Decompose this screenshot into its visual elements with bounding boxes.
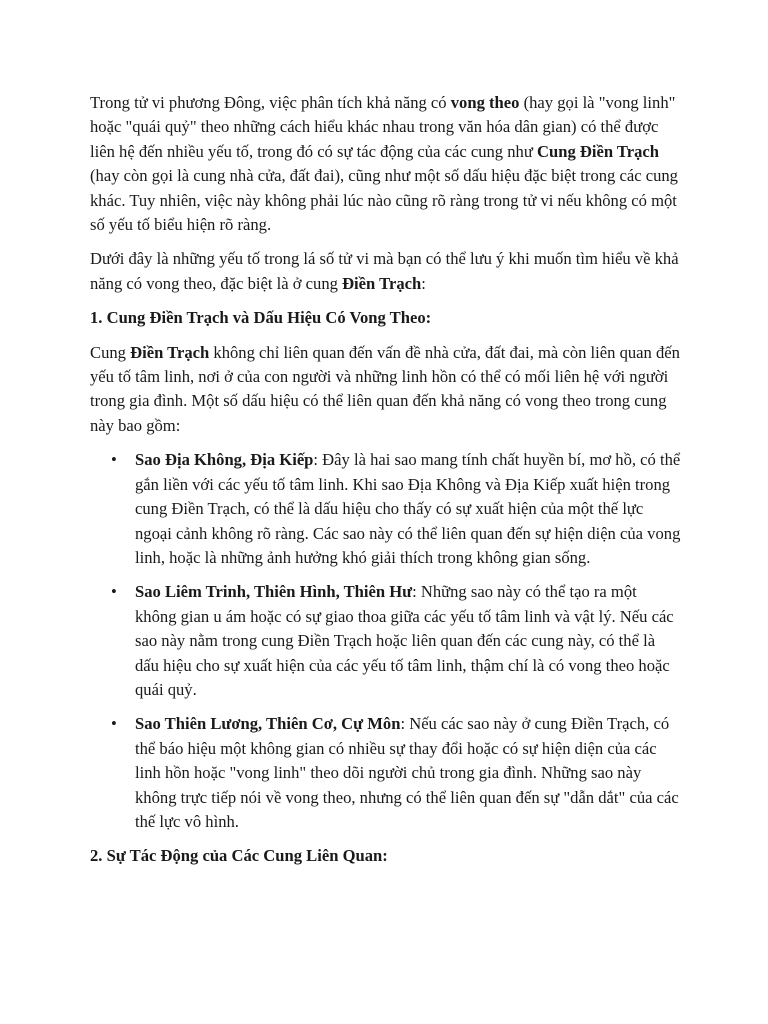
- list-item-text: : Nếu các sao này ở cung Điền Trạch, có thể báo hiệu một không gian có nhiều sự thay đổi hoặc có sự hiện diện của các linh hồn hoặc "vong linh" theo dõi người chủ trong gia đình. Những sao này không trực tiếp nói về vong theo, nhưng có thể liên quan đến sự "dẫn dắt" của các thế lực vô hình.: [135, 714, 679, 831]
- bullet-icon: •: [111, 450, 117, 470]
- document-page: [90, 91, 682, 879]
- list-item: [90, 712, 682, 834]
- list-item-text: : Những sao này có thể tạo ra một không gian u ám hoặc có sự giao thoa giữa các yếu tố tâm linh và vật lý. Nếu các sao này nằm trong cung Điền Trạch hoặc liên quan đến các cung này, có thể là dấu hiệu cho sự xuất hiện của các yếu tố tâm linh, thậm chí là có vong theo hoặc quái quỷ.: [135, 582, 674, 699]
- section-1-heading: 1. Cung Điền Trạch và Dấu Hiệu Có Vong Theo:: [90, 308, 432, 328]
- s1-bold-1: Điền Trạch: [130, 342, 210, 362]
- bullet-icon: •: [111, 582, 117, 602]
- intro-text-1: Trong tử vi phương Đông, việc phân tích khả năng có: [90, 93, 451, 112]
- para2-bold-1: Điền Trạch: [342, 273, 422, 293]
- list-item-title: Sao Địa Không, Địa Kiếp: [135, 450, 314, 470]
- list-item-text: : Đây là hai sao mang tính chất huyền bí, mơ hồ, có thể gắn liền với các yếu tố tâm linh. Khi sao Địa Không và Địa Kiếp xuất hiện trong cung Điền Trạch, có thể là dấu hiệu cho thấy có sự xuất hiện của một thế lực ngoại cảnh không rõ ràng. Các sao này có thể liên quan đến sự hiện diện của vong linh, hoặc là những ảnh hưởng khó giải thích trong không gian sống.: [135, 450, 681, 567]
- list-item: [90, 580, 682, 702]
- star-list: [90, 448, 682, 834]
- intro-bold-1: vong theo: [450, 93, 520, 112]
- list-item-title: Sao Liêm Trinh, Thiên Hình, Thiên Hư: [135, 582, 413, 602]
- list-item-title: Sao Thiên Lương, Thiên Cơ, Cự Môn: [135, 714, 401, 734]
- bullet-icon: •: [111, 714, 117, 734]
- intro-text-2: (hay gọi là "vong linh" hoặc "quái quỷ" theo những cách hiểu khác nhau trong văn hóa dân gian) có thể được liên hệ đến nhiều yếu tố, trong đó có sự tác động của các cung như: [90, 93, 676, 161]
- intro-bold-2: Cung Điền Trạch: [537, 141, 660, 161]
- list-item: [90, 448, 682, 570]
- para2-text-1: Dưới đây là những yếu tố trong lá số tử vi mà bạn có thể lưu ý khi muốn tìm hiểu về khả năng có vong theo, đặc biệt là ở cung: [90, 249, 679, 293]
- para2-text-2: :: [421, 273, 426, 293]
- intro-text-3: (hay còn gọi là cung nhà cửa, đất đai), cũng như một số dấu hiệu đặc biệt trong các cung khác. Tuy nhiên, việc này không phải lúc nào cũng rõ ràng trong tử vi nếu không có một số yếu tố biểu hiện rõ ràng.: [90, 166, 678, 235]
- s1-text-2: không chỉ liên quan đến vấn đề nhà cửa, đất đai, mà còn liên quan đến yếu tố tâm linh, nơi ở của con người và những linh hồn có thể có mối liên hệ với người trong gia đình. Một số dấu hiệu có thể liên quan đến khả năng có vong theo trong cung này bao gồm:: [90, 342, 680, 435]
- section-1-intro: [90, 341, 682, 439]
- second-paragraph: [90, 247, 682, 296]
- intro-paragraph: [90, 91, 682, 237]
- section-2-heading: 2. Sự Tác Động của Các Cung Liên Quan:: [90, 846, 388, 866]
- s1-text-1: Cung: [90, 342, 131, 362]
